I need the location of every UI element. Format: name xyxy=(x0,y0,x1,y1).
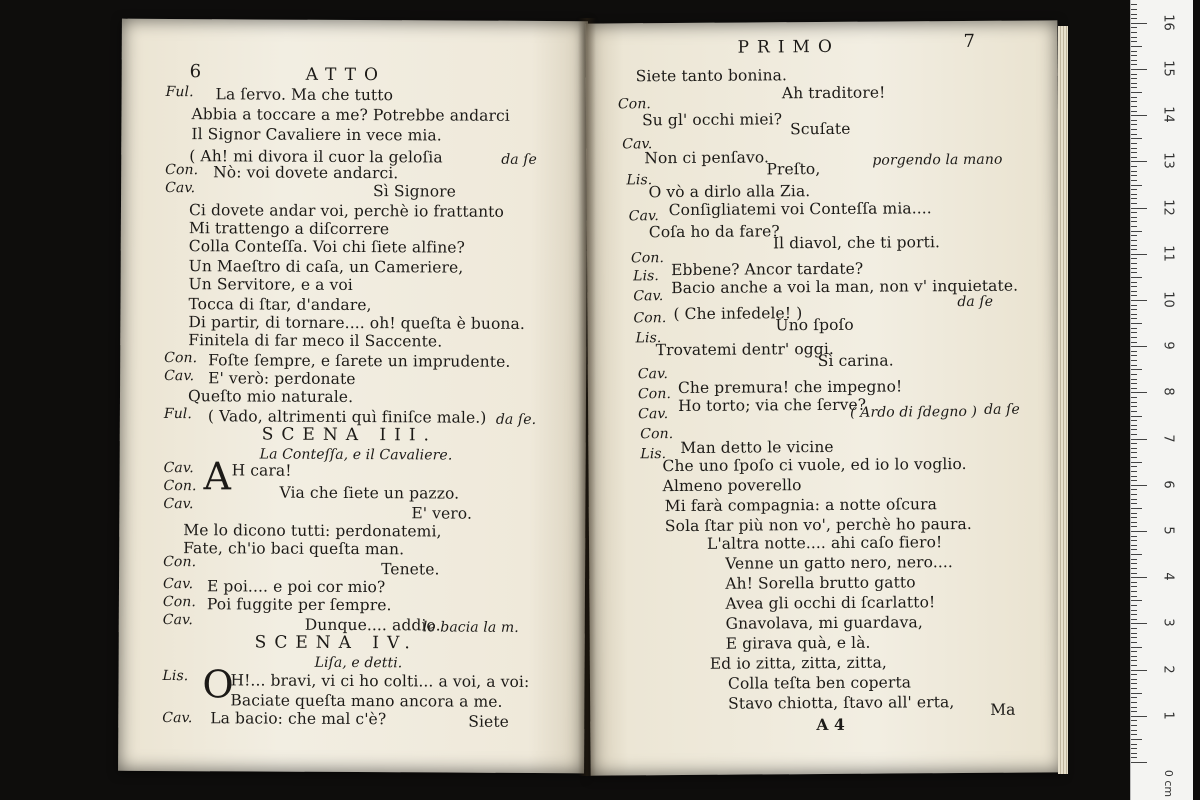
ruler-tick xyxy=(1131,55,1137,56)
ruler-tick xyxy=(1131,670,1147,671)
ruler-tick xyxy=(1131,531,1147,532)
running-head: PRIMO xyxy=(737,36,840,58)
ruler-tick xyxy=(1131,513,1137,514)
ruler-tick xyxy=(1131,129,1137,130)
ruler-tick xyxy=(1131,37,1137,38)
text-line: Ci dovete andar voi, perchè io frattanto xyxy=(188,201,505,221)
ruler-tick xyxy=(1131,623,1147,624)
ruler-tick xyxy=(1131,189,1137,190)
scene-heading: SCENA IV. xyxy=(254,632,418,654)
text-line: Mi trattengo a diſcorrere xyxy=(188,219,390,239)
text-line: E girava quà, e là. xyxy=(725,633,871,653)
text-line: ( Ah! mi divora il cuor la geloſia xyxy=(189,147,443,167)
ruler-tick xyxy=(1131,397,1137,398)
ruler-tick xyxy=(1131,402,1137,403)
ruler-tick xyxy=(1131,318,1137,319)
text-line: Bacio anche a voi la man, non v' inquietate. xyxy=(671,276,1019,298)
text-line: Scuſate xyxy=(790,119,851,139)
speaker: Con. xyxy=(163,478,197,495)
ruler-tick xyxy=(1131,351,1137,352)
text-line: Via che ſiete un pazzo. xyxy=(279,483,460,503)
ruler-tick xyxy=(1131,14,1137,15)
ruler-tick xyxy=(1131,392,1147,393)
ruler-tick xyxy=(1131,725,1137,726)
ruler-tick xyxy=(1131,549,1137,550)
text-line: Sola ſtar più non vo', perchè ho paura. xyxy=(664,514,972,536)
ruler-tick xyxy=(1131,208,1147,209)
ruler-number: 10 xyxy=(1160,291,1176,308)
ruler-tick xyxy=(1131,471,1137,472)
ruler-number: 11 xyxy=(1160,245,1176,262)
ruler-tick xyxy=(1131,559,1137,560)
text-line: Ah! Sorella brutto gatto xyxy=(725,573,916,593)
ruler-tick xyxy=(1131,300,1147,301)
ruler-tick xyxy=(1131,744,1137,745)
signature-mark: A 4 xyxy=(816,714,845,735)
ruler-tick xyxy=(1131,540,1137,541)
speaker: Cav. xyxy=(163,460,194,477)
text-line: Il diavol, che ti porti. xyxy=(772,233,941,253)
text-line: E' verò: perdonate xyxy=(208,369,356,389)
text-line: Baciate queſta mano ancora a me. xyxy=(230,691,503,711)
catchword: Siete xyxy=(468,712,509,731)
ruler-tick xyxy=(1131,268,1137,269)
stage-direction: le bacia la m. xyxy=(422,619,519,636)
ruler-tick xyxy=(1131,466,1137,467)
speaker: Cav. xyxy=(163,496,194,513)
ruler-tick xyxy=(1131,111,1137,112)
ruler-tick xyxy=(1131,272,1137,273)
stage-direction: da ſe xyxy=(984,401,1020,418)
ruler-tick xyxy=(1131,217,1137,218)
ruler-number: 4 xyxy=(1160,572,1176,581)
ruler-tick xyxy=(1131,332,1137,333)
text-line: Ah traditore! xyxy=(781,83,886,103)
ruler-tick xyxy=(1131,586,1137,587)
ruler-tick xyxy=(1131,379,1137,380)
ruler-tick xyxy=(1131,642,1137,643)
text-line: Man detto le vicine xyxy=(680,437,834,458)
ruler-tick xyxy=(1131,41,1137,42)
speaker: Cav. xyxy=(628,208,659,225)
ruler-tick xyxy=(1131,739,1142,740)
ruler-number: 14 xyxy=(1160,106,1176,123)
ruler-tick xyxy=(1131,365,1137,366)
running-head: ATTO xyxy=(305,64,387,86)
ruler-tick xyxy=(1131,480,1137,481)
text-line: Ho torto; via che ſerve? xyxy=(677,395,867,416)
catchword: Ma xyxy=(990,700,1016,719)
ruler-tick xyxy=(1131,702,1137,703)
text-line: Colla Conteſſa. Voi chi ſiete alfine? xyxy=(188,237,466,257)
ruler-tick xyxy=(1131,499,1137,500)
stage-direction: da ſe. xyxy=(495,411,537,428)
text-line: Sì carina. xyxy=(817,351,894,371)
text-line: Ebbene? Ancor tardate? xyxy=(671,259,864,280)
ruler-tick xyxy=(1131,753,1137,754)
ruler-tick xyxy=(1131,337,1137,338)
measuring-ruler xyxy=(1130,0,1193,800)
text-line: Siete tanto bonina. xyxy=(635,66,788,86)
ruler-tick xyxy=(1131,600,1142,601)
ruler-tick xyxy=(1131,32,1137,33)
ruler-tick xyxy=(1131,503,1137,504)
ruler-tick xyxy=(1131,688,1137,689)
ruler-tick xyxy=(1131,148,1137,149)
text-line: L'altra notte.... ahi caſo fiero! xyxy=(706,533,943,553)
ruler-tick xyxy=(1131,175,1137,176)
ruler-tick xyxy=(1131,203,1137,204)
ruler-tick xyxy=(1131,647,1142,648)
ruler-tick xyxy=(1131,536,1137,537)
ruler-tick xyxy=(1131,614,1137,615)
stage-direction: da ſe xyxy=(501,151,538,168)
speaker: Cav. xyxy=(637,366,669,383)
text-line: H!... bravi, vi ci ho colti... a voi, a voi: xyxy=(230,671,530,691)
ruler-number: 8 xyxy=(1160,387,1176,397)
ruler-tick xyxy=(1131,235,1137,236)
text-line: Il Signor Cavaliere in vece mia. xyxy=(191,125,442,145)
ruler-tick xyxy=(1131,323,1142,324)
ruler-tick xyxy=(1131,245,1137,246)
text-line: ( Ardo di ſdegno ) xyxy=(850,403,978,421)
speaker: Lis. xyxy=(635,330,662,347)
ruler-number: 7 xyxy=(1160,433,1176,443)
ruler-tick xyxy=(1131,637,1137,638)
ruler-number: 9 xyxy=(1160,341,1176,350)
ruler-tick xyxy=(1131,374,1137,375)
ruler-tick xyxy=(1131,254,1147,255)
ruler-tick xyxy=(1131,748,1137,749)
text-line: Preſto, xyxy=(766,160,821,179)
text-line: Conſigliatemi voi Conteſſa mia.... xyxy=(668,199,932,220)
drop-cap: A xyxy=(203,454,232,499)
ruler-unit: 0 cm xyxy=(1162,769,1176,798)
text-line: Su gl' occhi miei? xyxy=(641,110,783,130)
ruler-number: 13 xyxy=(1160,152,1176,170)
ruler-tick xyxy=(1131,563,1137,564)
ruler-tick xyxy=(1131,249,1137,250)
ruler-number: 12 xyxy=(1160,198,1176,216)
ruler-tick xyxy=(1131,282,1137,283)
ruler-tick xyxy=(1131,60,1137,61)
ruler-tick xyxy=(1131,152,1137,153)
ruler-tick xyxy=(1131,697,1137,698)
ruler-tick xyxy=(1131,258,1137,259)
ruler-tick xyxy=(1131,346,1147,347)
ruler-tick xyxy=(1131,494,1137,495)
text-line: Colla teſta ben coperta xyxy=(727,673,912,693)
ruler-tick xyxy=(1131,485,1147,486)
page-edges xyxy=(1058,26,1068,774)
page-number: 7 xyxy=(963,30,976,53)
left-page xyxy=(118,19,588,773)
ruler-tick xyxy=(1131,720,1137,721)
ruler-tick xyxy=(1131,314,1137,315)
ruler-tick xyxy=(1131,665,1137,666)
ruler-number: 5 xyxy=(1160,526,1176,535)
speaker: Cav. xyxy=(162,710,193,727)
ruler-tick xyxy=(1131,610,1137,611)
ruler-tick xyxy=(1131,628,1137,629)
text-line: Poi fuggite per ſempre. xyxy=(206,595,392,615)
speaker: Con. xyxy=(163,554,197,571)
text-line: Tocca di ſtar, d'andare, xyxy=(188,295,372,315)
speaker: Lis. xyxy=(162,668,189,685)
ruler-tick xyxy=(1131,83,1137,84)
drop-cap: O xyxy=(202,662,234,707)
speaker: Cav. xyxy=(164,368,195,385)
ruler-tick xyxy=(1131,120,1137,121)
speaker: Lis. xyxy=(640,446,667,463)
ruler-tick xyxy=(1131,286,1137,287)
ruler-tick xyxy=(1131,508,1142,509)
text-line: Un Servitore, e a voi xyxy=(188,275,353,294)
text-line: Che premura! che impegno! xyxy=(677,377,903,398)
ruler-tick xyxy=(1131,4,1137,5)
text-line: Nò: voi dovete andarci. xyxy=(213,163,399,183)
ruler-tick xyxy=(1131,328,1137,329)
text-line: Abbia a toccare a me? Potrebbe andarci xyxy=(191,105,510,125)
ruler-tick xyxy=(1131,452,1137,453)
speaker: Ful. xyxy=(165,84,194,101)
ruler-tick xyxy=(1131,476,1137,477)
speaker: Con. xyxy=(617,96,652,113)
scene-heading: SCENA III. xyxy=(261,424,438,446)
text-line: Un Maeſtro di caſa, un Cameriere, xyxy=(188,257,464,277)
ruler-tick xyxy=(1131,406,1137,407)
ruler-tick xyxy=(1131,369,1142,370)
ruler-number: 6 xyxy=(1160,480,1176,489)
speaker: Lis. xyxy=(633,268,660,285)
text-line: ( Che infedele! ) xyxy=(673,304,803,324)
ruler-tick xyxy=(1131,194,1137,195)
ruler-tick xyxy=(1131,411,1137,412)
speaker: Cav. xyxy=(622,136,653,153)
ruler-tick xyxy=(1131,161,1147,162)
text-line: Mi farà compagnia: a notte oſcura xyxy=(664,495,937,516)
ruler-number: 3 xyxy=(1160,618,1176,628)
ruler-number: 2 xyxy=(1160,664,1176,674)
speaker: Cav. xyxy=(633,288,664,305)
ruler-tick xyxy=(1131,591,1137,592)
ruler-tick xyxy=(1131,757,1137,758)
ruler-tick xyxy=(1131,51,1137,52)
ruler-tick xyxy=(1131,388,1137,389)
ruler-tick xyxy=(1131,660,1137,661)
ruler-tick xyxy=(1131,693,1142,694)
ruler-tick xyxy=(1131,263,1137,264)
ruler-tick xyxy=(1131,87,1137,88)
speaker: Ful. xyxy=(163,406,193,423)
ruler-tick xyxy=(1131,679,1137,680)
ruler-tick xyxy=(1131,730,1137,731)
scene-cast: Liſa, e detti. xyxy=(314,654,403,672)
text-line: ( Vado, altrimenti quì finiſce male.) xyxy=(207,407,487,427)
ruler-tick xyxy=(1131,517,1137,518)
ruler-tick xyxy=(1131,457,1137,458)
ruler-tick xyxy=(1131,707,1137,708)
ruler-tick xyxy=(1131,439,1147,440)
ruler-tick xyxy=(1131,226,1137,227)
ruler-tick xyxy=(1131,74,1137,75)
text-line: Almeno poverello xyxy=(662,476,802,496)
text-line: Dunque.... addio. xyxy=(304,615,441,635)
ruler-tick xyxy=(1131,429,1137,430)
ruler-tick xyxy=(1131,545,1137,546)
ruler-tick xyxy=(1131,240,1137,241)
ruler-tick xyxy=(1131,309,1137,310)
ruler-tick xyxy=(1131,180,1137,181)
ruler-tick xyxy=(1131,683,1137,684)
text-line: Stavo chiotta, ſtavo all' erta, xyxy=(728,693,955,713)
ruler-tick xyxy=(1131,143,1137,144)
speaker: Con. xyxy=(633,310,667,327)
ruler-number: 15 xyxy=(1160,60,1176,77)
ruler-tick xyxy=(1131,291,1137,292)
ruler-tick xyxy=(1131,231,1142,232)
ruler-tick xyxy=(1131,582,1137,583)
text-line: Venne un gatto nero, nero.... xyxy=(725,553,953,573)
ruler-tick xyxy=(1131,425,1137,426)
ruler-tick xyxy=(1131,9,1137,10)
ruler-tick xyxy=(1131,762,1147,763)
speaker: Cav. xyxy=(165,180,196,197)
ruler-tick xyxy=(1131,134,1137,135)
text-line: Queſto mio naturale. xyxy=(187,387,354,407)
ruler-tick xyxy=(1131,489,1137,490)
ruler-tick xyxy=(1131,462,1142,463)
ruler-tick xyxy=(1131,198,1137,199)
ruler-tick xyxy=(1131,383,1137,384)
ruler-tick xyxy=(1131,605,1137,606)
ruler-tick xyxy=(1131,596,1137,597)
text-line: Uno ſpoſo xyxy=(775,315,854,335)
ruler-tick xyxy=(1131,651,1137,652)
speaker: Con. xyxy=(165,162,199,179)
ruler-tick xyxy=(1131,355,1137,356)
speaker: Con. xyxy=(164,350,198,367)
ruler-tick xyxy=(1131,221,1137,222)
ruler-tick xyxy=(1131,185,1142,186)
page-number: 6 xyxy=(189,61,202,83)
ruler-tick xyxy=(1131,64,1137,65)
speaker: Cav. xyxy=(162,576,194,593)
text-line: Non ci penſavo. xyxy=(644,148,770,168)
text-line: La bacio: che mal c'è? xyxy=(210,709,387,729)
scene-cast: La Conteſſa, e il Cavaliere. xyxy=(259,446,453,464)
text-line: Finitela di far meco il Saccente. xyxy=(188,331,443,351)
ruler-tick xyxy=(1131,212,1137,213)
right-page xyxy=(585,20,1062,775)
text-line: Di partir, di tornare.... oh! queſta è buona. xyxy=(188,313,525,333)
text-line: Fate, ch'io baci queſta man. xyxy=(183,539,405,559)
ruler-tick xyxy=(1131,716,1147,717)
text-line: Trovatemi dentr' oggi. xyxy=(655,339,834,360)
ruler-tick xyxy=(1131,124,1137,125)
text-line: E poi.... e poi cor mio? xyxy=(206,577,386,597)
ruler-tick xyxy=(1131,342,1137,343)
text-line: Sì Signore xyxy=(373,182,457,201)
ruler-tick xyxy=(1131,416,1142,417)
ruler-tick xyxy=(1131,568,1137,569)
ruler-tick xyxy=(1131,443,1137,444)
ruler-tick xyxy=(1131,157,1137,158)
ruler-tick xyxy=(1131,619,1137,620)
ruler-tick xyxy=(1131,78,1137,79)
text-line: Ed io zitta, zitta, zitta, xyxy=(709,653,888,673)
text-line: E' vero. xyxy=(411,504,473,523)
ruler-number: 16 xyxy=(1160,14,1176,31)
text-line: Gnavolava, mi guardava, xyxy=(725,613,923,633)
ruler-tick xyxy=(1131,69,1147,70)
ruler-tick xyxy=(1131,360,1137,361)
ruler-tick xyxy=(1131,46,1142,47)
ruler-tick xyxy=(1131,18,1137,19)
stage-direction: da ſe xyxy=(957,293,994,311)
ruler-tick xyxy=(1131,656,1137,657)
speaker: Con. xyxy=(162,594,196,611)
ruler-tick xyxy=(1131,526,1137,527)
ruler-tick xyxy=(1131,573,1137,574)
ruler-tick xyxy=(1131,554,1142,555)
speaker: Con. xyxy=(637,386,672,403)
text-line: Che uno ſpoſo ci vuole, ed io lo voglio. xyxy=(662,455,967,476)
stage-direction: porgendo la mano xyxy=(872,151,1003,169)
text-line: Tenete. xyxy=(381,560,440,579)
text-line: Coſa ho da fare? xyxy=(648,222,780,242)
speaker: Cav. xyxy=(638,406,669,423)
text-line: Avea gli occhi di ſcarlatto! xyxy=(725,593,936,613)
speaker: Cav. xyxy=(162,612,194,629)
text-line: Me lo dicono tutti: perdonatemi, xyxy=(183,521,442,541)
ruler-tick xyxy=(1131,633,1137,634)
ruler-tick xyxy=(1131,448,1137,449)
ruler-tick xyxy=(1131,522,1137,523)
speaker: Con. xyxy=(630,250,665,267)
ruler-tick xyxy=(1131,711,1137,712)
ruler-tick xyxy=(1131,97,1137,98)
text-line: La ſervo. Ma che tutto xyxy=(215,85,394,105)
text-line: O vò a dirlo alla Zia. xyxy=(648,182,811,202)
ruler-tick xyxy=(1131,106,1137,107)
ruler-tick xyxy=(1131,101,1137,102)
ruler-tick xyxy=(1131,674,1137,675)
ruler-tick xyxy=(1131,305,1137,306)
text-line: H cara! xyxy=(231,461,292,480)
text-line: Foſte ſempre, e ſarete un imprudente. xyxy=(208,351,511,371)
speaker: Con. xyxy=(640,426,674,443)
ruler-tick xyxy=(1131,27,1137,28)
ruler-tick xyxy=(1131,420,1137,421)
ruler-tick xyxy=(1131,92,1142,93)
ruler-tick xyxy=(1131,23,1147,24)
speaker: Lis. xyxy=(626,172,653,189)
ruler-tick xyxy=(1131,115,1147,116)
ruler-tick xyxy=(1131,166,1137,167)
ruler-tick xyxy=(1131,138,1142,139)
ruler-tick xyxy=(1131,277,1142,278)
ruler-tick xyxy=(1131,434,1137,435)
ruler-tick xyxy=(1131,171,1137,172)
ruler-tick xyxy=(1131,734,1137,735)
ruler-number: 1 xyxy=(1160,711,1176,720)
ruler-tick xyxy=(1131,577,1147,578)
ruler-tick xyxy=(1131,295,1137,296)
